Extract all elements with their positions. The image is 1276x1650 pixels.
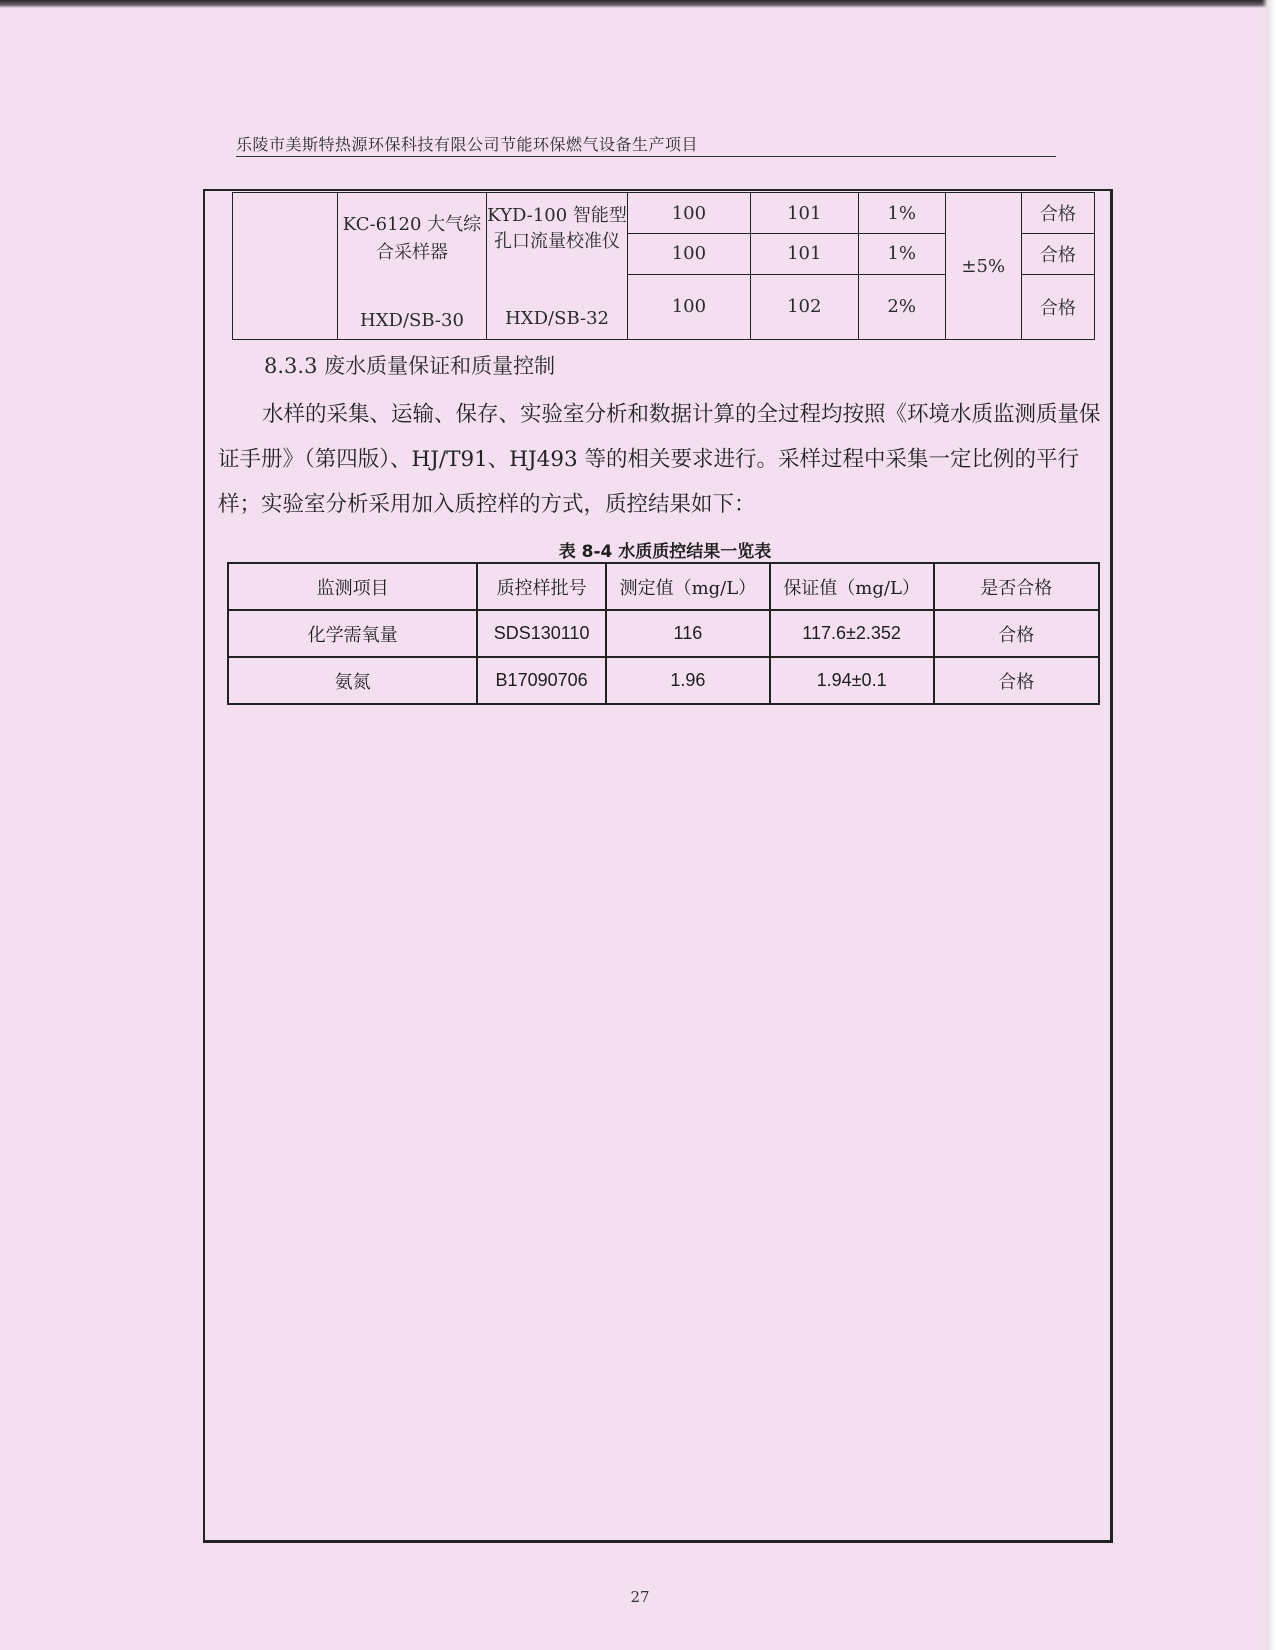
table-cell: 氨氮 [228, 657, 477, 704]
instrument-name: KC-6120 大气综合采样器 [342, 214, 482, 263]
calibrator-model: HXD/SB-32 [505, 308, 609, 329]
column-header: 是否合格 [934, 563, 1100, 610]
calibrator-name: KYD-100 智能型孔口流量校准仪 [487, 205, 627, 252]
calibrator-cell [487, 193, 628, 340]
result-cell: 合格 [1021, 193, 1094, 234]
result-cell: 合格 [1021, 234, 1094, 274]
running-header: 乐陵市美斯特热源环保科技有限公司节能环保燃气设备生产项目 [236, 135, 699, 154]
table-cell: 117.6±2.352 [770, 610, 934, 657]
section-heading: 8.3.3 废水质量保证和质量控制 [264, 354, 556, 378]
standard-value-cell: 100 [627, 274, 750, 339]
qc-table [227, 562, 1100, 705]
measured-value-cell: 101 [750, 234, 858, 274]
table-row [228, 657, 1099, 704]
table-cell: 化学需氧量 [228, 610, 477, 657]
allowed-error-cell: ±5% [945, 193, 1021, 340]
standard-value-cell: 100 [627, 193, 750, 234]
column-header: 监测项目 [228, 563, 477, 610]
standard-value-cell: 100 [627, 234, 750, 274]
calibration-table [232, 192, 1095, 340]
table-cell: 1.96 [606, 657, 770, 704]
measured-value-cell: 101 [750, 193, 858, 234]
table-cell: 合格 [934, 610, 1100, 657]
table-caption: 表 8-4 水质质控结果一览表 [558, 542, 772, 562]
column-header: 测定值（mg/L） [606, 563, 770, 610]
table-cell: 1.94±0.1 [770, 657, 934, 704]
table-row [228, 610, 1099, 657]
error-cell: 1% [858, 193, 945, 234]
table-cell: SDS130110 [477, 610, 606, 657]
table-header-row [228, 563, 1099, 610]
table-cell: 合格 [934, 657, 1100, 704]
error-cell: 2% [858, 274, 945, 339]
instrument-model: HXD/SB-30 [360, 310, 464, 331]
error-cell: 1% [858, 234, 945, 274]
table-cell: B17090706 [477, 657, 606, 704]
page-number: 27 [630, 1588, 650, 1606]
instrument-cell [337, 193, 486, 340]
measured-value-cell: 102 [750, 274, 858, 339]
scan-edge-right [1262, 0, 1276, 1650]
result-cell: 合格 [1021, 274, 1094, 339]
scan-edge-top [0, 0, 1276, 8]
header-divider [236, 156, 1056, 157]
section-paragraph [218, 392, 1113, 527]
blank-category-cell [233, 193, 338, 340]
paragraph-text: 水样的采集、运输、保存、实验室分析和数据计算的全过程均按照《环境水质监测质量保证手册》（第四版）、HJ/T91、HJ493 等的相关要求进行。采样过程中采集一定比例的平行样；实验室分析采用加入质控样的方式，质控结果如下： [218, 402, 1101, 517]
column-header: 保证值（mg/L） [770, 563, 934, 610]
column-header: 质控样批号 [477, 563, 606, 610]
table-cell: 116 [606, 610, 770, 657]
